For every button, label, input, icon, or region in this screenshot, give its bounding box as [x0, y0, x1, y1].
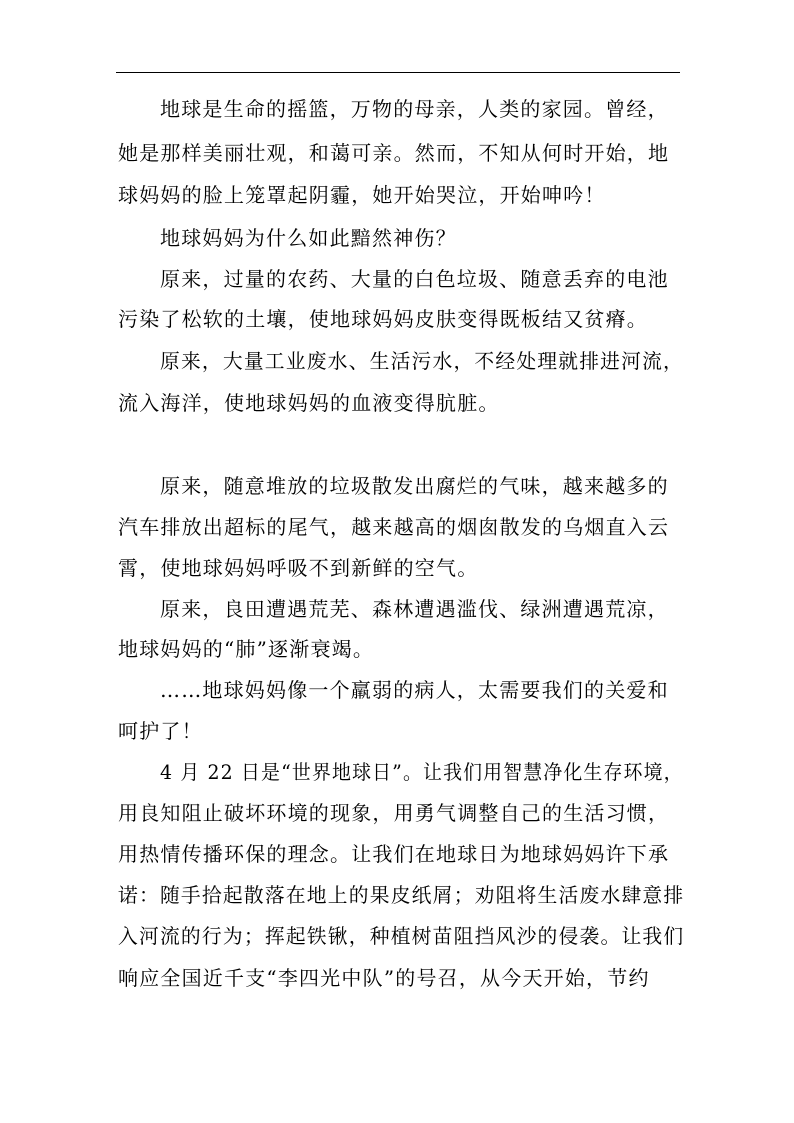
text-line: 原来，随意堆放的垃圾散发出腐烂的气味，越来越多的: [160, 474, 669, 498]
text-line: 地球妈妈的“肺”逐渐衰竭。: [118, 637, 375, 661]
text-line: 地球是生命的摇篮，万物的母亲，人类的家园。曾经，: [160, 97, 669, 121]
text-line: 汽车排放出超标的尾气，越来越高的烟囱散发的乌烟直入云: [118, 515, 670, 539]
text-line: 地球妈妈为什么如此黯然神伤？: [160, 226, 457, 250]
text-line: 诺：随手拾起散落在地上的果皮纸屑；劝阻将生活废水肆意排: [118, 883, 685, 907]
text-line: 污染了松软的土壤，使地球妈妈皮肤变得既板结又贫瘠。: [118, 307, 648, 331]
text-line: 用热情传播环保的理念。让我们在地球日为地球妈妈许下承: [118, 842, 670, 866]
text-line: 她是那样美丽壮观，和蔼可亲。然而，不知从何时开始，地: [118, 141, 670, 165]
text-line: 入河流的行为；挥起铁锹，种植树苗阻挡风沙的侵袭。让我们: [118, 924, 685, 948]
text-line: 流入海洋，使地球妈妈的血液变得肮脏。: [118, 391, 500, 415]
text-line: 呵护了！: [118, 719, 203, 743]
text-line: ……地球妈妈像一个羸弱的病人，太需要我们的关爱和: [160, 678, 669, 702]
text-line: 4 月 22 日是“世界地球日”。让我们用智慧净化生存环境，: [160, 760, 684, 784]
text-line: 霄，使地球妈妈呼吸不到新鲜的空气。: [118, 556, 479, 580]
text-line: 原来，过量的农药、大量的白色垃圾、随意丢弃的电池: [160, 267, 669, 291]
text-line: 原来，大量工业废水、生活污水，不经处理就排进河流，: [160, 349, 685, 373]
text-line: 球妈妈的脸上笼罩起阴霾，她开始哭泣，开始呻吟！: [118, 183, 606, 207]
text-line: 原来，良田遭遇荒芜、森林遭遇滥伐、绿洲遭遇荒凉，: [160, 597, 669, 621]
text-line: 响应全国近千支“李四光中队”的号召，从今天开始，节约: [118, 966, 650, 990]
header-rule: [116, 72, 680, 73]
text-line: 用良知阻止破坏环境的现象，用勇气调整自己的生活习惯，: [118, 801, 670, 825]
